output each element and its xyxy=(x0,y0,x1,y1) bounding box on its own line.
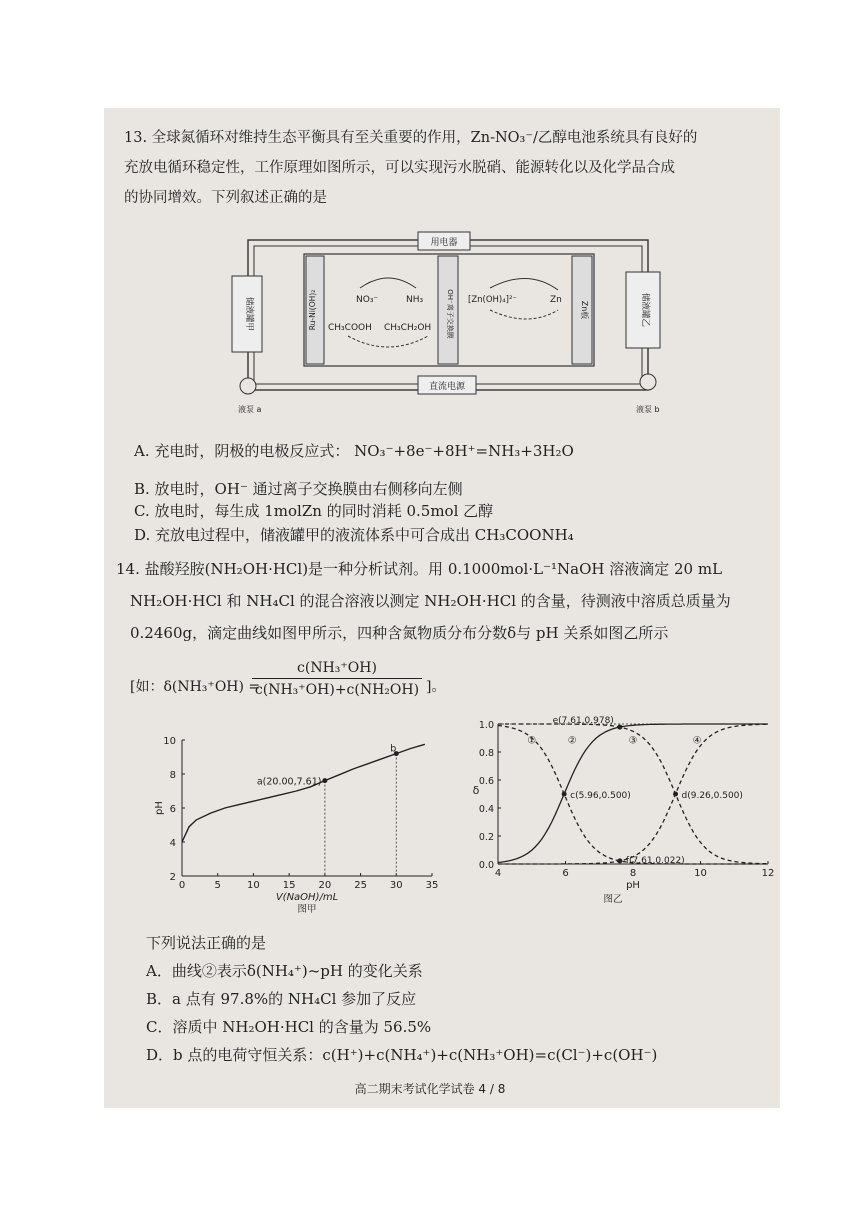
q14-prompt: 下列说法正确的是 xyxy=(146,934,267,952)
series-label: ② xyxy=(567,735,577,747)
y-axis-label: δ xyxy=(472,784,480,797)
y-tick-label: 0.4 xyxy=(478,804,494,815)
y-tick-label: 0.2 xyxy=(478,832,494,843)
formula-prefix: [如：δ(NH₃⁺OH) = xyxy=(130,679,261,695)
species-no3: NO₃⁻ xyxy=(356,295,379,305)
y-tick-label: 8 xyxy=(169,770,176,781)
x-tick-label: 5 xyxy=(214,880,221,891)
data-point xyxy=(617,858,622,863)
electrode-right-label: Zn板 xyxy=(580,300,589,320)
data-point xyxy=(562,792,567,797)
x-tick-label: 35 xyxy=(425,880,439,891)
y-tick-label: 0.6 xyxy=(478,776,494,787)
x-tick-label: 15 xyxy=(282,880,296,891)
electrode-left-label: Ru-Ni(OH)₂ xyxy=(308,289,317,331)
x-tick-label: 0 xyxy=(178,880,186,891)
q14-option-b: B．a 点有 97.8%的 NH₄Cl 参加了反应 xyxy=(146,990,417,1008)
battery-diagram xyxy=(228,228,668,428)
y-tick-label: 0.0 xyxy=(478,860,494,871)
delta-formula xyxy=(130,660,460,710)
x-tick-label: 8 xyxy=(629,868,637,879)
pump-right-label: 液泵 b xyxy=(636,405,660,414)
membrane-label: OH⁻离子交换膜 xyxy=(446,289,454,339)
species-zn: Zn xyxy=(550,295,562,305)
titration-curve-chart xyxy=(150,728,450,918)
titration-curve xyxy=(182,744,425,842)
species-ch3cooh: CH₃COOH xyxy=(328,323,372,333)
data-point xyxy=(322,778,327,783)
q14-line-3: 0.2460g，滴定曲线如图甲所示，四种含氮物质分布分数δ与 pH 关系如图乙所示 xyxy=(130,624,669,642)
y-tick-label: 6 xyxy=(169,804,176,815)
chart-title: 图乙 xyxy=(603,894,623,905)
data-point xyxy=(673,792,678,797)
x-tick-label: 20 xyxy=(318,880,332,891)
chart-a-axes xyxy=(182,740,432,876)
q13-option-a: A. 充电时，阴极的电极反应式： NO₃⁻+8e⁻+8H⁺=NH₃+3H₂O xyxy=(134,442,574,460)
q13-option-d: D. 充放电过程中，储液罐甲的液流体系中可合成出 CH₃COONH₄ xyxy=(134,526,574,544)
chart-a-labels xyxy=(154,736,438,915)
x-tick-label: 6 xyxy=(562,868,569,879)
species-nh3: NH₃ xyxy=(406,295,424,305)
series-label: ④ xyxy=(692,735,702,747)
pump-left-icon xyxy=(240,378,256,394)
tank-right-label: 储液罐乙 xyxy=(640,292,650,328)
y-tick-label: 10 xyxy=(163,736,176,747)
x-axis-label: V(NaOH)/mL xyxy=(275,892,339,903)
point-label: c(5.96,0.500) xyxy=(570,791,631,801)
x-tick-label: 4 xyxy=(494,868,502,879)
tank-left-label: 储液罐甲 xyxy=(244,296,254,332)
x-tick-label: 25 xyxy=(354,880,367,891)
q14-line-2: NH₂OH·HCl 和 NH₄Cl 的混合溶液以测定 NH₂OH·HCl 的含量，待测液中溶质总质量为 xyxy=(130,592,731,610)
formula-denominator: c(NH₃⁺OH)+c(NH₂OH) xyxy=(254,682,420,698)
x-axis-label: pH xyxy=(626,880,640,891)
x-tick-label: 10 xyxy=(247,880,260,891)
y-tick-label: 0.8 xyxy=(478,748,494,759)
q13-line-3: 的协同增效。下列叙述正确的是 xyxy=(124,190,327,206)
point-label: a(20.00,7.61) xyxy=(256,776,322,788)
q14-option-d: D．b 点的电荷守恒关系：c(H⁺)+c(NH₄⁺)+c(NH₃⁺OH)=c(Cl⁻)+c(OH⁻) xyxy=(146,1046,658,1064)
q14-option-a: A．曲线②表示δ(NH₄⁺)~pH 的变化关系 xyxy=(146,962,423,980)
distribution-fraction-chart xyxy=(462,712,782,912)
y-tick-label: 2 xyxy=(169,872,176,883)
x-tick-label: 10 xyxy=(694,868,707,879)
formula-numerator: c(NH₃⁺OH) xyxy=(252,660,422,679)
device-bottom-label: 直流电源 xyxy=(428,382,466,392)
species-zincate: [Zn(OH)₄]²⁻ xyxy=(468,295,517,305)
y-tick-label: 4 xyxy=(169,838,176,849)
x-tick-label: 12 xyxy=(761,868,775,879)
point-label: d(9.26,0.500) xyxy=(681,791,743,801)
point-label: f(7.61,0.022) xyxy=(625,855,685,866)
point-label: e(7.61,0.978) xyxy=(552,716,614,727)
pump-left-label: 液泵 a xyxy=(238,405,262,414)
q13-line-1: 13. 全球氮循环对维持生态平衡具有至关重要的作用，Zn-NO₃⁻/乙醇电池系统具有良好的 xyxy=(124,130,698,146)
chart-title: 图甲 xyxy=(297,904,317,915)
pump-right-icon xyxy=(640,374,656,390)
q13-line-2: 充放电循环稳定性，工作原理如图所示，可以实现污水脱硝、能源转化以及化学品合成 xyxy=(124,160,675,176)
y-axis-label: pH xyxy=(154,801,165,815)
device-top-label: 用电器 xyxy=(430,238,458,248)
series-label: ① xyxy=(527,735,537,747)
q14-option-c: C．溶质中 NH₂OH·HCl 的含量为 56.5% xyxy=(146,1018,432,1036)
species-ch3ch2oh: CH₃CH₂OH xyxy=(384,323,432,333)
chart-b-labels xyxy=(473,716,775,905)
point-label: b xyxy=(390,743,397,755)
series-label: ③ xyxy=(628,735,638,747)
q13-option-b: B. 放电时，OH⁻ 通过离子交换膜由右侧移向左侧 xyxy=(134,480,463,498)
q14-line-1: 14. 盐酸羟胺(NH₂OH·HCl)是一种分析试剂。用 0.1000mol·L⁻¹NaOH 溶液滴定 20 mL xyxy=(116,560,723,578)
chart-a-series xyxy=(182,744,425,876)
page-footer: 高二期末考试化学试卷 4 / 8 xyxy=(354,1082,506,1096)
y-tick-label: 1.0 xyxy=(478,720,494,731)
data-point xyxy=(617,725,622,730)
x-tick-label: 30 xyxy=(389,880,403,891)
formula-suffix: ]。 xyxy=(426,679,446,695)
q13-option-c: C. 放电时，每生成 1molZn 的同时消耗 0.5mol 乙醇 xyxy=(134,502,494,520)
